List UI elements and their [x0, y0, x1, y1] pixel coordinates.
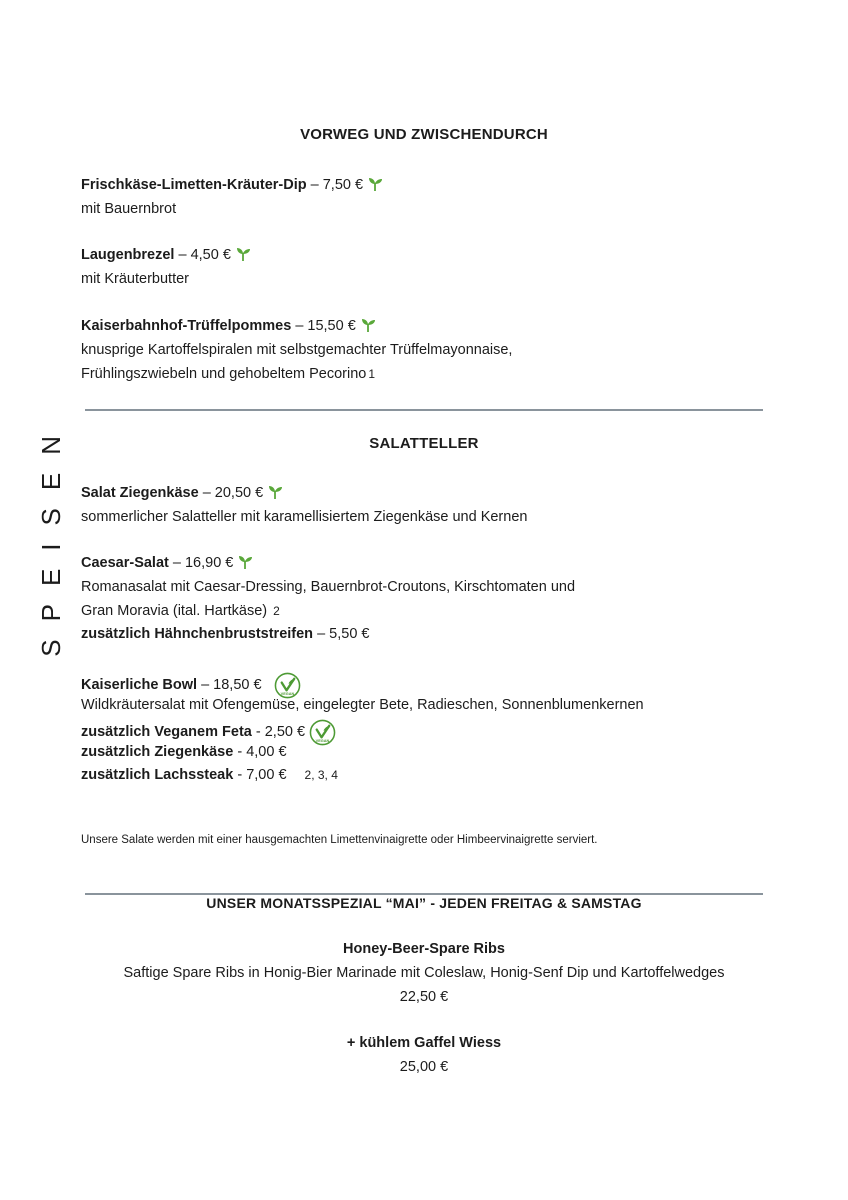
item-description: Wildkräutersalat mit Ofengemüse, eingelegter Bete, Radieschen, Sonnenblumenkernen [81, 697, 644, 713]
section-title-vorweg: VORWEG UND ZWISCHENDURCH [300, 126, 548, 143]
item-price: – 4,50 € [178, 247, 231, 263]
item-name: Caesar-Salat [81, 555, 169, 571]
svg-text:VEGAN: VEGAN [280, 692, 294, 697]
special-dish-description: Saftige Spare Ribs in Honig-Bier Marinade mit Coleslaw, Honig-Senf Dip und Kartoffelwedges [123, 965, 725, 981]
item-name: Salat Ziegenkäse [81, 485, 199, 501]
extra-name: zusätzlich Lachssteak [81, 767, 234, 783]
extra-price: - 2,50 € [255, 724, 306, 740]
section-title-salatteller: SALATTELLER [369, 435, 479, 452]
special-addon-name: + kühlem Gaffel Wiess [346, 1035, 502, 1051]
sprout-icon [235, 246, 251, 262]
special-dish-name: Honey-Beer-Spare Ribs [343, 941, 505, 957]
sprout-icon [237, 554, 253, 570]
special-addon-price: 25,00 € [399, 1059, 449, 1075]
sprout-icon [367, 176, 383, 192]
section-divider [85, 409, 763, 411]
allergen-note: 2, 3, 4 [304, 768, 338, 782]
item-description: knusprige Kartoffelspiralen mit selbstgemachter Trüffelmayonnaise, [81, 342, 513, 358]
item-description: Frühlingszwiebeln und gehobeltem Pecorino [81, 366, 367, 382]
vegan-icon [274, 672, 301, 699]
side-label-speisen: SPEISEN [36, 418, 66, 657]
item-price: – 16,90 € [172, 555, 234, 571]
allergen-note: 1 [368, 367, 376, 381]
item-description: Romanasalat mit Caesar-Dressing, Bauernbrot-Croutons, Kirschtomaten und [81, 579, 576, 595]
extra-name: zusätzlich Veganem Feta [81, 724, 252, 740]
item-price: – 15,50 € [295, 318, 356, 334]
extra-name: zusätzlich Ziegenkäse [81, 744, 234, 760]
item-description: Gran Moravia (ital. Hartkäse) [81, 603, 268, 619]
item-description: sommerlicher Salatteller mit karamellisiertem Ziegenkäse und Kernen [81, 509, 528, 525]
svg-text:VEGAN: VEGAN [315, 739, 330, 744]
allergen-note: 2 [273, 604, 280, 618]
sprout-icon [360, 317, 376, 333]
item-price: – 18,50 € [201, 677, 262, 693]
item-name: Frischkäse-Limetten-Kräuter-Dip [81, 177, 307, 193]
salad-footnote: Unsere Salate werden mit einer hausgemachten Limettenvinaigrette oder Himbeervinaigrette serviert. [81, 834, 598, 846]
item-description: mit Bauernbrot [81, 201, 177, 217]
item-name: Laugenbrezel [81, 247, 175, 263]
extra-price: - 7,00 € [237, 767, 287, 783]
item-name: Kaiserliche Bowl [81, 677, 198, 693]
vegan-icon [309, 719, 336, 746]
item-name: Kaiserbahnhof-Trüffelpommes [81, 318, 292, 334]
extra-price: - 4,00 € [237, 744, 287, 760]
extra-price: – 5,50 € [317, 626, 370, 642]
section-title-monatsspezial: UNSER MONATSSPEZIAL “MAI” - JEDEN FREITAG & SAMSTAG [206, 895, 642, 911]
item-price: – 20,50 € [202, 485, 264, 501]
sprout-icon [267, 484, 283, 500]
item-description: mit Kräuterbutter [81, 271, 189, 287]
extra-name: zusätzlich Hähnchenbruststreifen [81, 626, 314, 642]
item-price: – 7,50 € [310, 177, 364, 193]
special-dish-price: 22,50 € [399, 989, 449, 1005]
